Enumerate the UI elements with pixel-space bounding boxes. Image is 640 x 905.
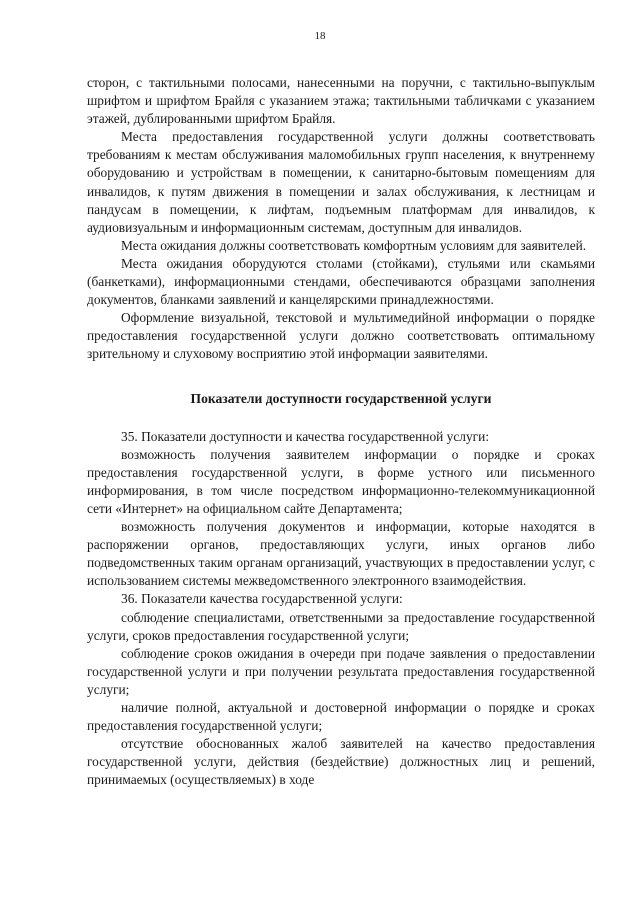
paragraph: соблюдение сроков ожидания в очереди при подаче заявления о предоставлении государственной услуги и при получении результата предоставления государственной услуги; [87, 645, 595, 697]
paragraph: 35. Показатели доступности и качества государственной услуги: [121, 428, 490, 444]
paragraph: соблюдение специалистами, ответственными за предоставление государственной услуги, сроков предоставления государственной услуги; [87, 609, 595, 643]
paragraph: отсутствие обоснованных жалоб заявителей на качество предоставления государственной услуги, действия (бездействие) должностных лиц и решений, принимаемых (осуществляемых) в ходе [87, 736, 595, 788]
page-content [87, 74, 595, 789]
section-before [87, 74, 595, 364]
paragraph: возможность получения документов и информации, которые находятся в распоряжении органов, предоставляющих услуги, иных органов либо подведомственных таким органам организаций, участвующих в предоставлении услуг, с использованием системы межведомственного электронного взаимодействия. [87, 519, 595, 589]
paragraph: Места ожидания должны соответствовать комфортным условиям для заявителей. [121, 237, 587, 253]
paragraph: Места ожидания оборудуются столами (стойками), стульями или скамьями (банкетками), информационными стендами, обеспечиваются образцами заполнения документов, бланками заявлений и канцелярскими принадлежностями. [87, 255, 595, 308]
section-heading: Показатели доступности государственной услуги [190, 390, 492, 406]
section-after [87, 428, 595, 790]
paragraph: 36. Показатели качества государственной услуги: [121, 591, 403, 607]
paragraph: сторон, с тактильными полосами, нанесенными на поручни, с тактильно-выпуклым шрифтом и шрифтом Брайля с указанием этажа; тактильными табличками с указанием этажей, дублированными шрифтом Брайля. [87, 75, 595, 127]
paragraph: Оформление визуальной, текстовой и мультимедийной информации о порядке предоставления государственной услуги должно соответствовать оптимальному зрительному и слуховому восприятию этой информации заявителями. [87, 310, 595, 362]
paragraph: наличие полной, актуальной и достоверной информации о порядке и сроках предоставления государственной услуги; [87, 700, 595, 734]
paragraph: возможность получения заявителем информации о порядке и сроках предоставления государственной услуги, в форме устного или письменного информирования, в том числе посредством информационно-телекоммуникационной сети «Интернет» на официальном сайте Департамента; [87, 446, 595, 516]
page-number: 18 [314, 30, 326, 42]
paragraph: Места предоставления государственной услуги должны соответствовать требованиям к местам обслуживания маломобильных групп населения, к внутреннему оборудованию и устройствам в помещении, к санитарно-бытовым помещениям для инвалидов, к путям движения в помещении и залах обслуживания, к лестницам и пандусам в помещении, к лифтам, подъемным платформам для инвалидов, к аудиовизуальным и информационным системам, доступным для инвалидов. [87, 129, 595, 235]
